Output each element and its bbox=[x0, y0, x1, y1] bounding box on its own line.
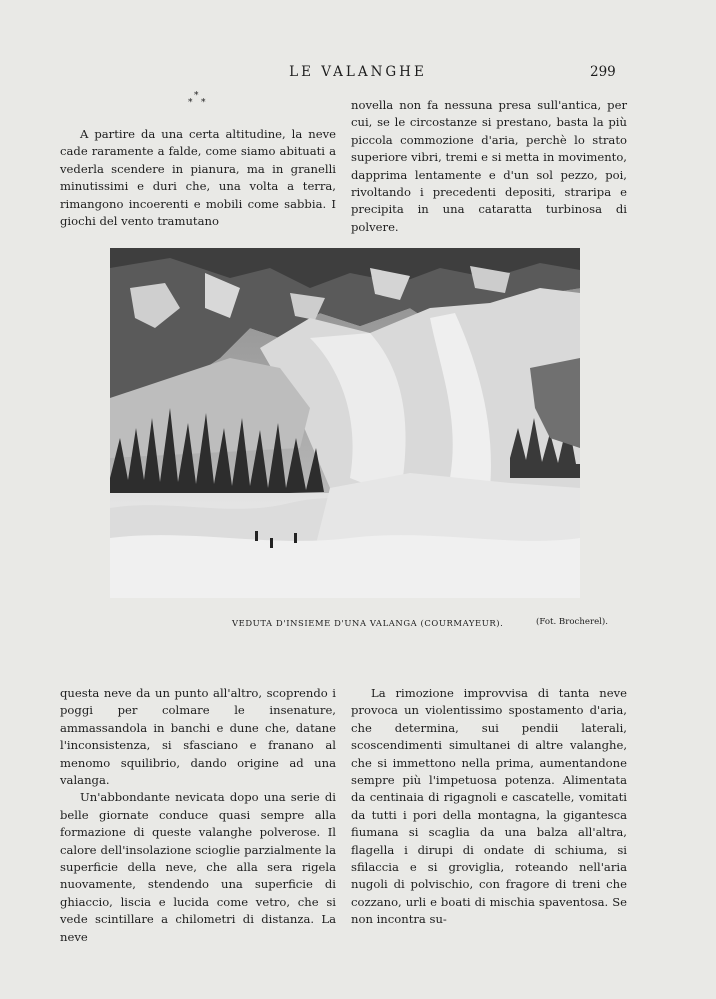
paragraph: questa neve da un punto all'altro, scoprendo i poggi per colmare le insenature, ammassandola in banchi e dune che, datane l'inconsistenza, si sfasciano e franano al menomo squilibrio, dando origine ad una valanga. bbox=[60, 686, 336, 788]
paragraph: La rimozione improvvisa di tanta neve provoca un violentissimo spostamento d'aria, che determina, sui pendii laterali, scoscendimenti simultanei di altre valanghe, che si immettono nella prima, aumentandone sempre più l'impetuosa potenza. Alimentata da centinaia di rigagnoli e cascatelle, vomitati da tutti i pori della montagna, la gigantesca fiumana si scaglia da una balza all'altra, flagella i dirupi di ondate di schiuma, si sfilaccia e si groviglia, roteando nell'aria nugoli di polvischio, con fragore di treni che cozzano, urli e boati di mischia spaventosa. Se non incontra su- bbox=[351, 686, 627, 927]
figure-caption: VEDUTA D'INSIEME D'UNA VALANGA (COURMAYEUR). bbox=[232, 618, 504, 628]
text-column-bottom-left bbox=[60, 685, 336, 946]
asterism-star: * bbox=[188, 98, 193, 108]
asterism-star: * bbox=[194, 91, 199, 101]
photo-credit: (Fot. Brocherel). bbox=[536, 617, 608, 627]
text-column-bottom-right bbox=[351, 685, 627, 929]
text-column-top-right bbox=[351, 97, 627, 236]
page-number: 299 bbox=[590, 64, 616, 80]
avalanche-photograph bbox=[110, 248, 580, 598]
avalanche-photo-image bbox=[110, 248, 580, 598]
paragraph: Un'abbondante nevicata dopo una serie di belle giornate conduce quasi sempre alla formazione di queste valanghe polverose. Il calore dell'insolazione scioglie parzialmente la superficie della neve, che alla sera rigela nuovamente, stendendo una superficie di ghiaccio, liscia e lucida come vetro, che si vede scintillare a chilometri di distanza. La neve bbox=[60, 790, 336, 944]
paragraph: novella non fa nessuna presa sull'antica, per cui, se le circostanze si prestano, basta la più piccola commozione d'aria, perchè lo strato superiore vibri, tremi e si metta in movimento, dapprima lentamente e d'un sol pezzo, poi, rivoltando i precedenti depositi, straripa e precipita in una cataratta turbinosa di polvere. bbox=[351, 98, 627, 234]
running-title: LE VALANGHE bbox=[289, 64, 427, 80]
asterism-ornament bbox=[183, 92, 213, 112]
asterism-star: * bbox=[201, 98, 206, 108]
text-column-top-left bbox=[60, 126, 336, 230]
paragraph: A partire da una certa altitudine, la neve cade raramente a falde, come siamo abituati a vederla scendere in pianura, ma in granelli minutissimi e duri che, una volta a terra, rimangono incoerenti e mobili come sabbia. I giochi del vento tramutano bbox=[60, 127, 336, 229]
